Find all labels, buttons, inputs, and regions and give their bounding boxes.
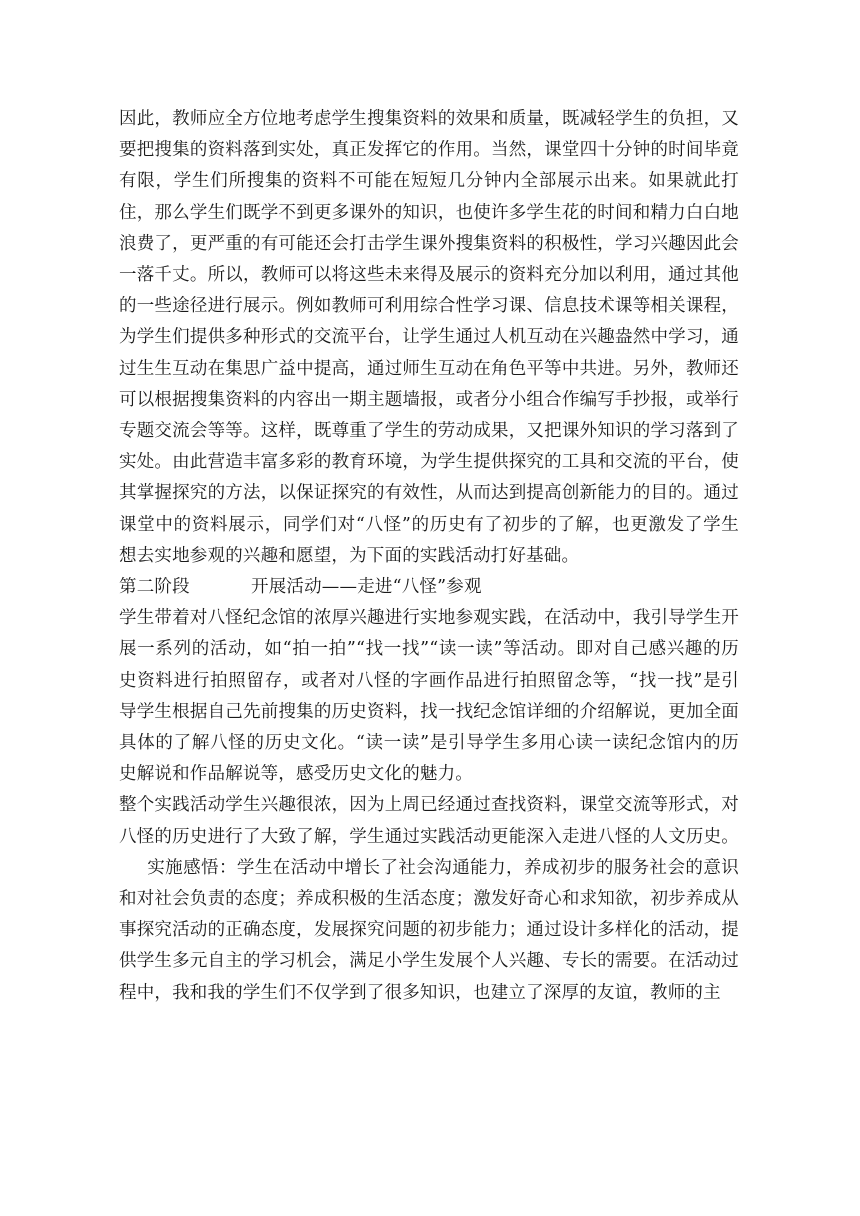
stage-label: 第二阶段	[119, 577, 190, 598]
paragraph-3-part-b: 实施感悟：学生在活动中增长了社会沟通能力，养成初步的服务社会的意识和对社会负责的态度；养成积极的生活态度；激发好奇心和求知欲，初步养成从事探究活动的正确态度，发展探究问题的初步能力；通过设计多样化的活动，提供学生多元自主的学习机会，满足小学生发展个人兴趣、专长的需要。在活动过程中，我和我的学生们不仅学到了很多知识，也建立了深厚的友谊，教师的主	[119, 857, 739, 1003]
document-body	[119, 104, 739, 1009]
stage-title: 开展活动——走进“八怪”参观	[251, 577, 482, 598]
stage-heading	[119, 572, 739, 603]
paragraph-3	[119, 790, 739, 1008]
paragraph-1: 因此，教师应全方位地考虑学生搜集资料的效果和质量，既减轻学生的负担，又要把搜集的资料落到实处，真正发挥它的作用。当然，课堂四十分钟的时间毕竟有限，学生们所搜集的资料不可能在短短几分钟内全部展示出来。如果就此打住，那么学生们既学不到更多课外的知识，也使许多学生花的时间和精力白白地浪费了，更严重的有可能还会打击学生课外搜集资料的积极性，学习兴趣因此会一落千丈。所以，教师可以将这些未来得及展示的资料充分加以利用，通过其他的一些途径进行展示。例如教师可利用综合性学习课、信息技术课等相关课程，为学生们提供多种形式的交流平台，让学生通过人机互动在兴趣盎然中学习，通过生生互动在集思广益中提高，通过师生互动在角色平等中共进。另外，教师还可以根据搜集资料的内容出一期主题墙报，或者分小组合作编写手抄报，或举行专题交流会等等。这样，既尊重了学生的劳动成果，又把课外知识的学习落到了实处。由此营造丰富多彩的教育环境，为学生提供探究的工具和交流的平台，使其掌握探究的方法，以保证探究的有效性，从而达到提高创新能力的目的。通过课堂中的资料展示，同学们对“八怪”的历史有了初步的了解，也更激发了学生想去实地参观的兴趣和愿望，为下面的实践活动打好基础。	[119, 109, 739, 566]
paragraph-2: 学生带着对八怪纪念馆的浓厚兴趣进行实地参观实践，在活动中，我引导学生开展一系列的活动，如“拍一拍”“找一找”“读一读”等活动。即对自己感兴趣的历史资料进行拍照留存，或者对八怪的字画作品进行拍照留念等，“找一找”是引导学生根据自己先前搜集的历史资料，找一找纪念馆详细的介绍解说，更加全面具体的了解八怪的历史文化。“读一读”是引导学生多用心读一读纪念馆内的历史解说和作品解说等，感受历史文化的魅力。	[119, 608, 739, 785]
paragraph-3-part-a: 整个实践活动学生兴趣很浓，因为上周已经通过查找资料，课堂交流等形式，对八怪的历史进行了大致了解，学生通过实践活动更能深入走进八怪的人文历史。	[119, 795, 739, 847]
